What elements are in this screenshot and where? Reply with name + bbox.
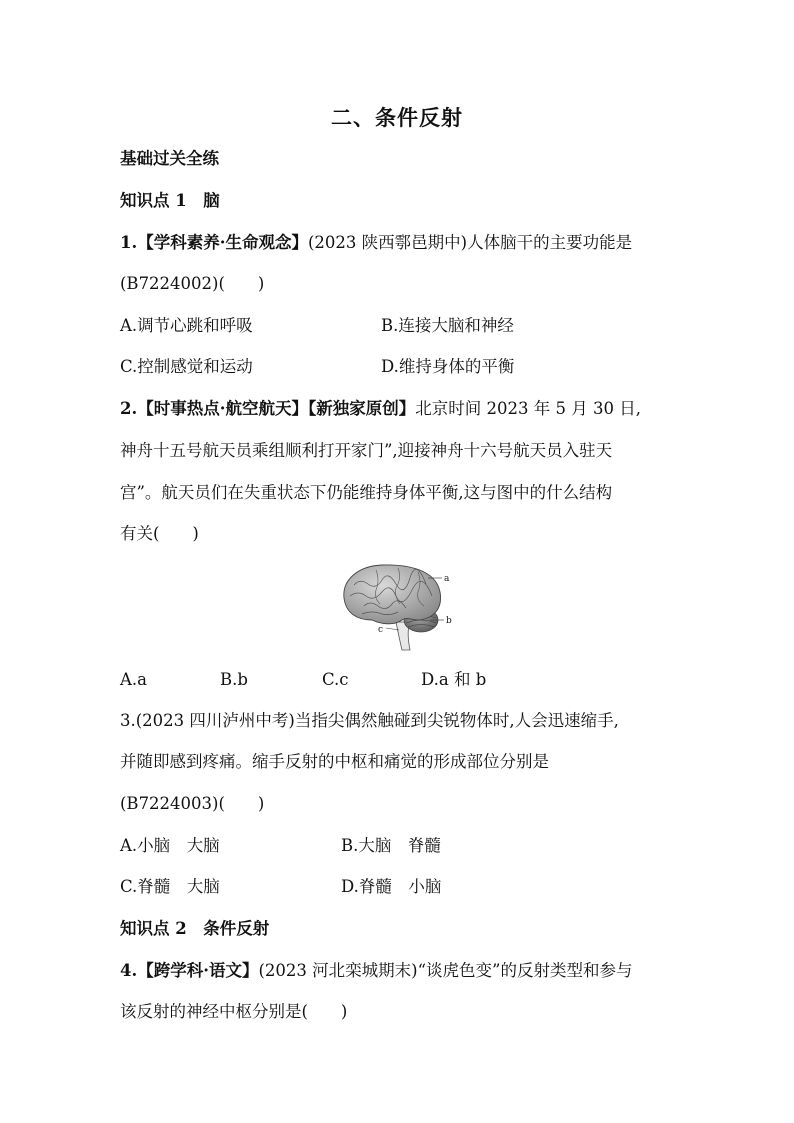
question-4-line-1	[120, 960, 632, 982]
question-2-line-1	[120, 398, 641, 420]
question-1-text: (2023 陕西鄠邑期中)人体脑干的主要功能是	[307, 233, 633, 252]
question-3-line-3: (B7224003)( )	[120, 794, 265, 813]
question-1-option-b: B.连接大脑和神经	[381, 316, 514, 335]
question-3-line-1: 3.(2023 四川泸州中考)当指尖偶然触碰到尖锐物体时,人会迅速缩手,	[120, 711, 619, 730]
question-2-option-b: B.b	[220, 670, 248, 689]
figure-label-b: b	[446, 616, 452, 626]
question-4-tag: 4.【跨学科·语文】	[120, 961, 259, 980]
question-3-option-b: B.大脑 脊髓	[341, 836, 441, 855]
question-2-line-3: 宫”。航天员们在失重状态下仍能维持身体平衡,这与图中的什么结构	[120, 483, 613, 502]
question-3-line-2: 并随即感到疼痛。缩手反射的中枢和痛觉的形成部位分别是	[120, 752, 549, 771]
cerebrum-shape	[344, 565, 441, 624]
knowledge-point-1-heading: 知识点 1 脑	[120, 191, 220, 210]
question-1-option-c: C.控制感觉和运动	[120, 357, 253, 376]
question-1-option-a: A.调节心跳和呼吸	[120, 316, 253, 335]
question-2-option-c: C.c	[322, 670, 349, 689]
figure-label-c: c	[378, 625, 384, 635]
question-1-tag: 1.【学科素养·生命观念】	[120, 233, 308, 252]
question-4-text: (2023 河北栾城期末)“谈虎色变”的反射类型和参与	[258, 961, 633, 980]
question-1-line-2: (B7224002)( )	[120, 274, 265, 293]
question-2-tag: 2.【时事热点·航空航天】【新独家原创】	[120, 399, 416, 418]
question-2-line-4: 有关( )	[120, 524, 199, 543]
question-4-line-2: 该反射的神经中枢分别是( )	[120, 1002, 348, 1021]
brain-diagram	[336, 560, 461, 652]
question-2-option-a: A.a	[120, 670, 147, 689]
question-2-line-2: 神舟十五号航天员乘组顺利打开家门”,迎接神舟十六号航天员入驻天	[120, 441, 613, 460]
question-1-line-1	[120, 232, 632, 254]
question-2-text: 北京时间 2023 年 5 月 30 日,	[415, 399, 641, 418]
page-title: 二、条件反射	[331, 105, 463, 130]
question-3-option-c: C.脊髓 大脑	[120, 877, 220, 896]
question-3-option-a: A.小脑 大脑	[120, 836, 220, 855]
figure-label-a: a	[444, 574, 450, 584]
section-heading: 基础过关全练	[120, 149, 219, 168]
question-2-option-d: D.a 和 b	[421, 670, 487, 689]
question-3-option-d: D.脊髓 小脑	[341, 877, 442, 896]
knowledge-point-2-heading: 知识点 2 条件反射	[120, 919, 270, 938]
question-1-option-d: D.维持身体的平衡	[381, 357, 515, 376]
